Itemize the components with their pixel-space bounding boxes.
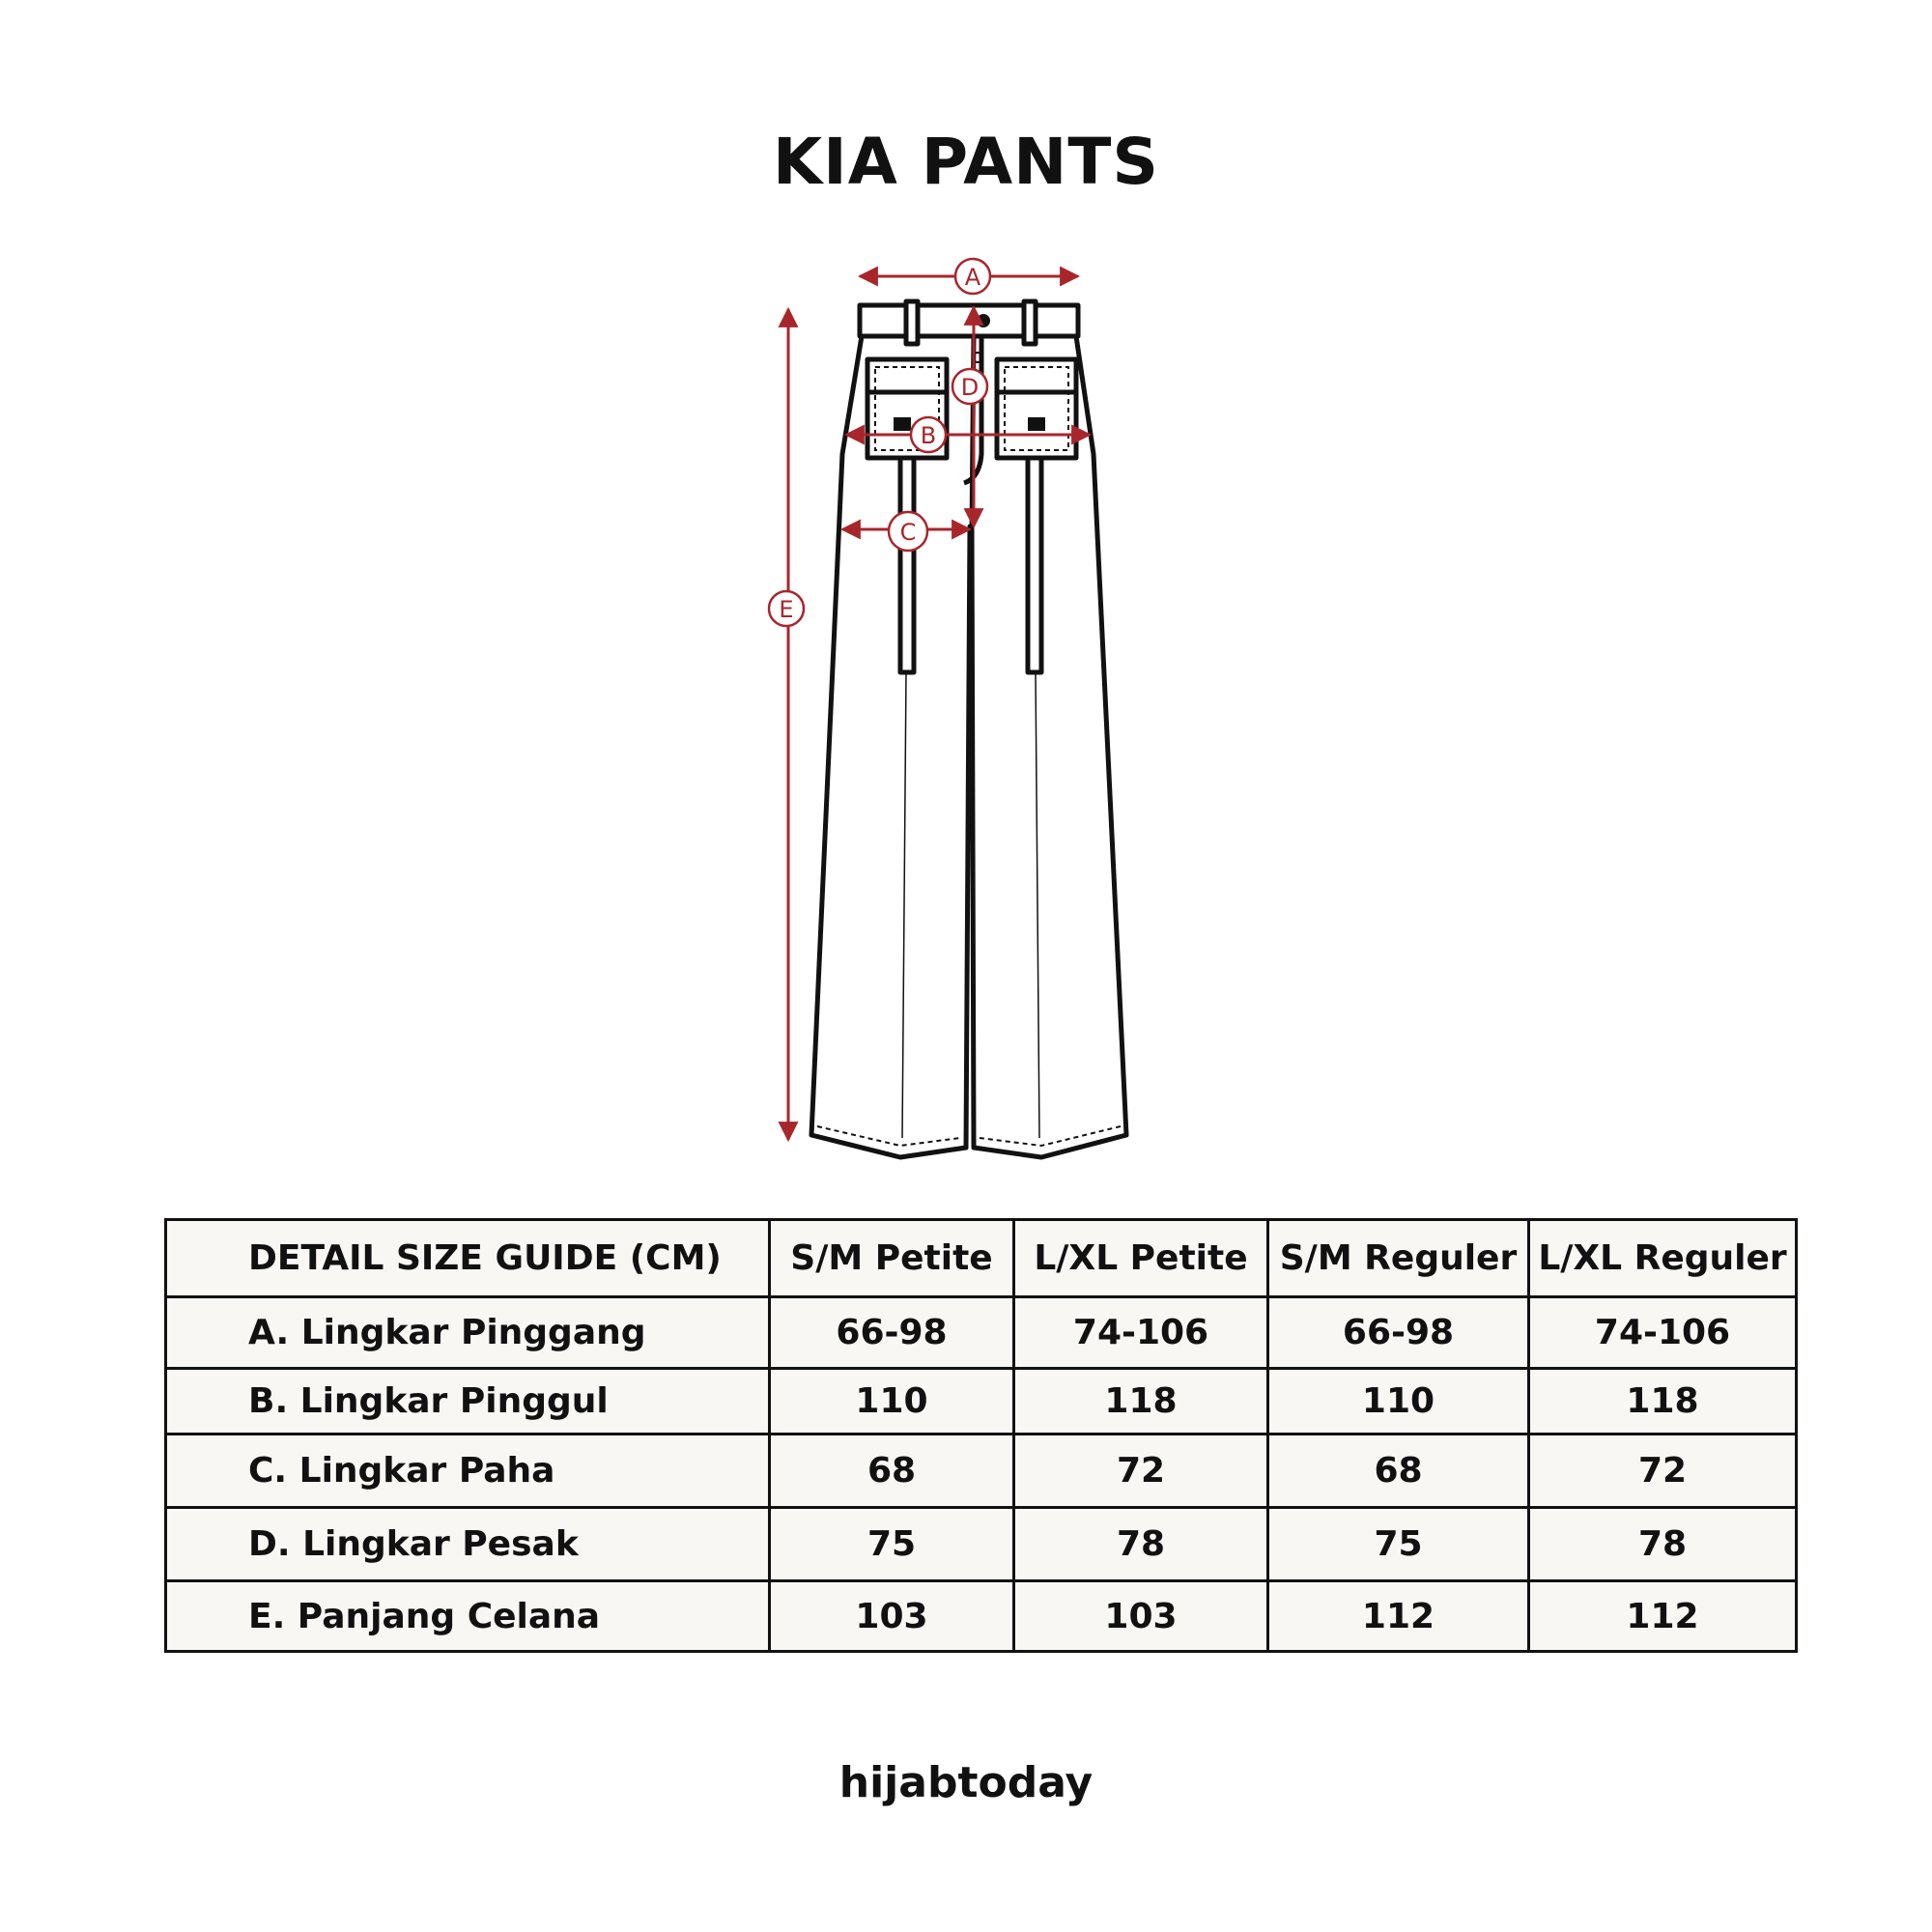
header-col-sm-petite: S/M Petite <box>770 1220 1014 1297</box>
table-cell: 112 <box>1529 1581 1797 1652</box>
marker-c-label: C <box>899 519 917 546</box>
row-label: C. Lingkar Paha <box>166 1435 770 1508</box>
table-row <box>166 1581 1797 1652</box>
row-label: B. Lingkar Pinggul <box>166 1369 770 1435</box>
table-cell: 74-106 <box>1014 1297 1268 1369</box>
page-title: KIA PANTS <box>773 125 1159 199</box>
row-label: E. Panjang Celana <box>166 1581 770 1652</box>
table-cell: 112 <box>1268 1581 1529 1652</box>
table-row <box>166 1508 1797 1581</box>
header-label: DETAIL SIZE GUIDE (CM) <box>166 1220 770 1297</box>
table-cell: 118 <box>1529 1369 1797 1435</box>
table-cell: 75 <box>1268 1508 1529 1581</box>
table-cell: 103 <box>1014 1581 1268 1652</box>
marker-e-label: E <box>779 596 794 623</box>
table-cell: 68 <box>1268 1435 1529 1508</box>
table-cell: 78 <box>1529 1508 1797 1581</box>
brand-logo-text: hijabtoday <box>838 1758 1094 1807</box>
table-cell: 75 <box>770 1508 1014 1581</box>
table-cell: 110 <box>1268 1369 1529 1435</box>
table-cell: 78 <box>1014 1508 1268 1581</box>
table-header-row <box>166 1220 1797 1297</box>
table-cell: 74-106 <box>1529 1297 1797 1369</box>
size-guide-table <box>164 1218 1798 1653</box>
waistband <box>860 305 1078 336</box>
button-icon <box>977 314 990 327</box>
marker-d-label: D <box>960 374 980 401</box>
pants-outline <box>811 301 1126 1157</box>
row-label: A. Lingkar Pinggang <box>166 1297 770 1369</box>
belt-loop-right <box>1024 301 1036 344</box>
table-row <box>166 1369 1797 1435</box>
marker-b-label: B <box>920 422 937 449</box>
table-cell: 103 <box>770 1581 1014 1652</box>
table-cell: 68 <box>770 1435 1014 1508</box>
table-cell: 72 <box>1014 1435 1268 1508</box>
table-cell: 72 <box>1529 1435 1797 1508</box>
table-cell: 66-98 <box>1268 1297 1529 1369</box>
header-col-lxl-reguler: L/XL Reguler <box>1529 1220 1797 1297</box>
table-cell: 66-98 <box>770 1297 1014 1369</box>
header-col-sm-reguler: S/M Reguler <box>1268 1220 1529 1297</box>
table-cell: 118 <box>1014 1369 1268 1435</box>
belt-loop-left <box>906 301 918 344</box>
pocket-right <box>997 359 1076 458</box>
header-col-lxl-petite: L/XL Petite <box>1014 1220 1268 1297</box>
table-row <box>166 1297 1797 1369</box>
marker-a-label: A <box>964 264 981 291</box>
table-row <box>166 1435 1797 1508</box>
row-label: D. Lingkar Pesak <box>166 1508 770 1581</box>
table-cell: 110 <box>770 1369 1014 1435</box>
